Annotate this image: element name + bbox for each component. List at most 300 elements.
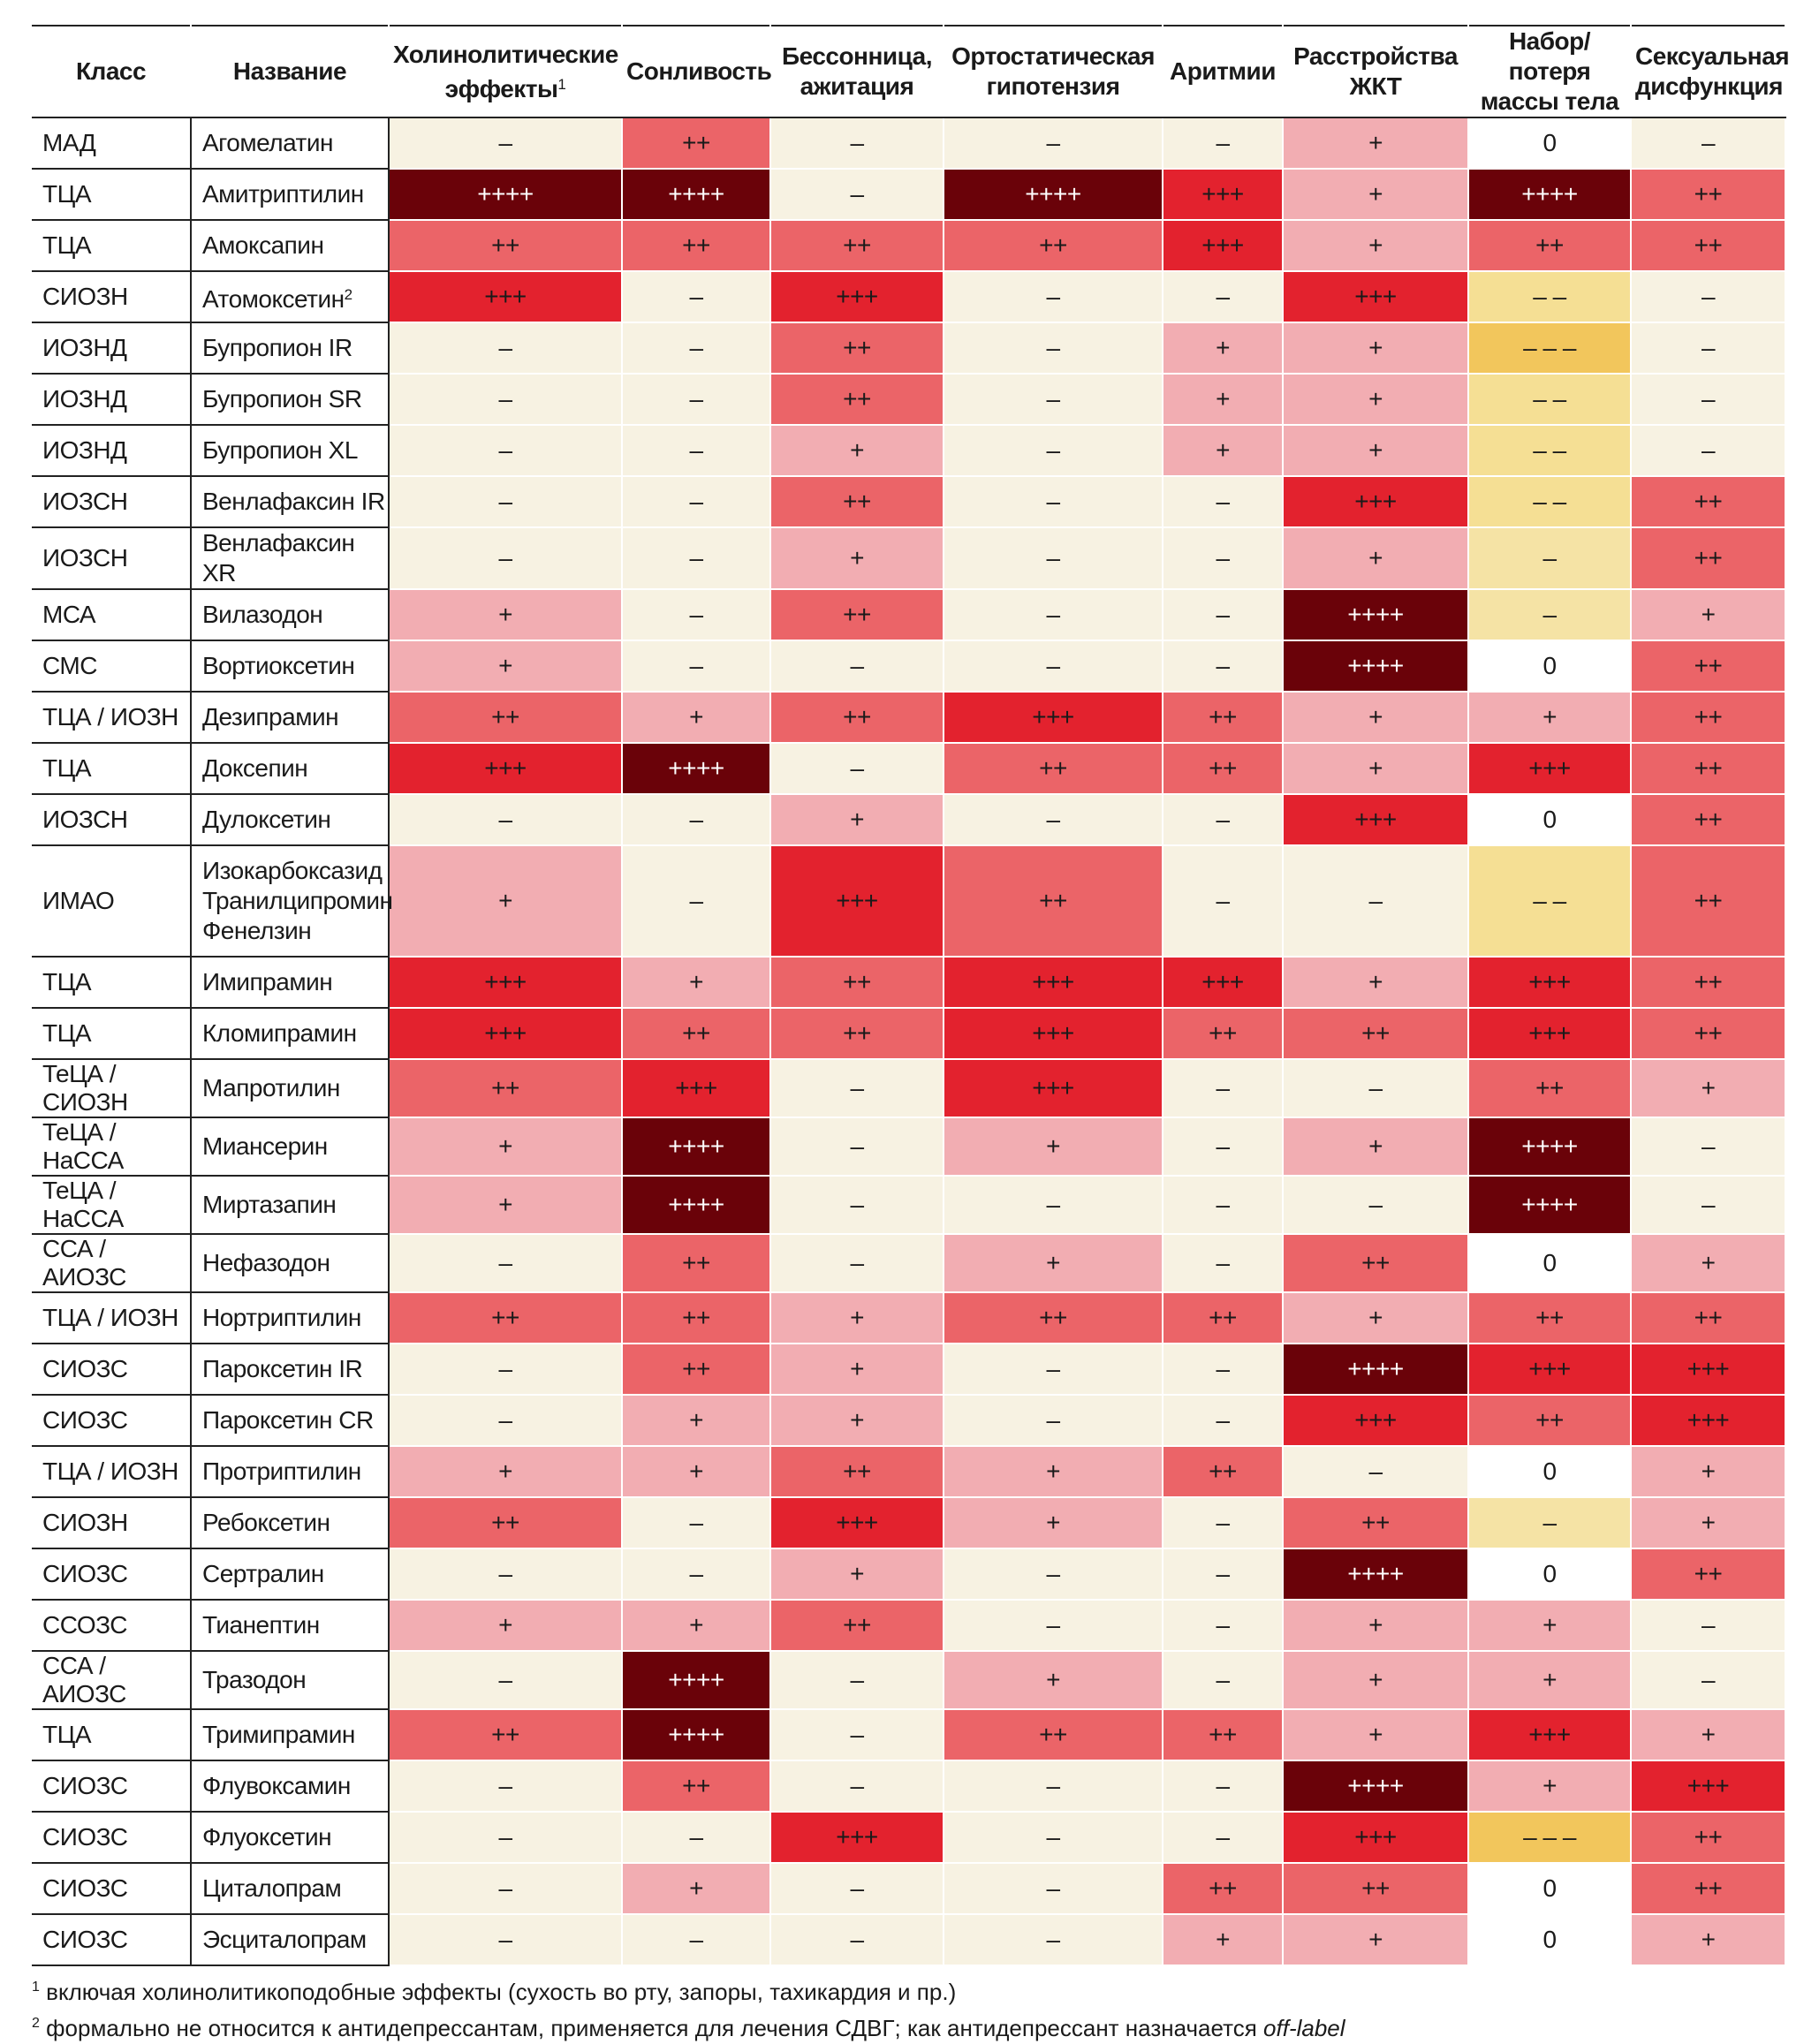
table-row	[32, 794, 1785, 845]
rating-cell: 0	[1468, 1446, 1631, 1497]
drug-name-text: Миансерин	[202, 1132, 328, 1160]
rating-cell: ++	[1631, 1548, 1785, 1600]
rating-cell: ++++	[622, 743, 770, 794]
rating-cell: +	[1283, 322, 1468, 374]
rating-cell: ++	[770, 220, 944, 271]
drug-class-cell: ИОЗНД	[32, 425, 191, 476]
drug-name-cell	[191, 374, 389, 425]
footnote-2-mark: 2	[32, 2016, 40, 2031]
rating-cell: –	[1163, 476, 1283, 527]
rating-cell: ++	[389, 1292, 622, 1344]
rating-cell: –	[389, 425, 622, 476]
drug-name-cell	[191, 1234, 389, 1292]
rating-cell: ++	[1631, 220, 1785, 271]
drug-name	[202, 600, 388, 630]
rating-cell: –	[622, 845, 770, 957]
drug-name-cell	[191, 271, 389, 322]
drug-name-text: Миртазапин	[202, 1191, 337, 1218]
table-row	[32, 1234, 1785, 1292]
drug-name	[202, 1665, 388, 1695]
rating-cell: –	[770, 1234, 944, 1292]
rating-cell: ++	[389, 1059, 622, 1117]
rating-cell: +++	[1468, 1709, 1631, 1760]
table-row	[32, 1548, 1785, 1600]
rating-cell: +	[770, 1344, 944, 1395]
rating-cell: ++++	[622, 169, 770, 220]
rating-cell: –	[389, 476, 622, 527]
rating-cell: +	[1283, 1292, 1468, 1344]
rating-cell: –	[1163, 1497, 1283, 1548]
rating-cell: +	[1631, 1446, 1785, 1497]
rating-cell: +	[1468, 1651, 1631, 1709]
rating-cell: –	[770, 1059, 944, 1117]
rating-cell: –	[1163, 1651, 1283, 1709]
rating-cell: +	[1283, 220, 1468, 271]
rating-cell: –	[944, 794, 1163, 845]
rating-cell: –	[944, 271, 1163, 322]
rating-cell: –	[944, 1176, 1163, 1234]
footnote-2	[32, 2008, 1345, 2044]
column-header-label: Ортостатическая гипотензия	[951, 42, 1155, 100]
rating-cell: –	[770, 1863, 944, 1914]
rating-cell: –	[1631, 1600, 1785, 1651]
drug-class-cell: ТЦА	[32, 1008, 191, 1059]
rating-cell: –	[622, 1548, 770, 1600]
rating-cell: ++	[1631, 1292, 1785, 1344]
rating-cell: ++	[1283, 1863, 1468, 1914]
drug-name	[202, 128, 388, 158]
table-row	[32, 1651, 1785, 1709]
drug-name-text: Доксепин	[202, 754, 308, 782]
rating-cell: 0	[1468, 1863, 1631, 1914]
rating-cell: –	[1163, 1059, 1283, 1117]
drug-name-text: Флувоксамин	[202, 1772, 351, 1799]
rating-cell: –	[944, 117, 1163, 169]
rating-cell: –	[1631, 1176, 1785, 1234]
rating-cell: –	[770, 1117, 944, 1176]
footnote-mark: 1	[557, 75, 566, 93]
rating-cell: +	[1283, 374, 1468, 425]
rating-cell: +	[1163, 322, 1283, 374]
drug-name-cell	[191, 1548, 389, 1600]
rating-cell: ++	[1631, 692, 1785, 743]
rating-cell: –	[944, 1760, 1163, 1812]
rating-cell: ++	[1283, 1008, 1468, 1059]
rating-cell: +	[1631, 589, 1785, 640]
rating-cell: –	[944, 527, 1163, 589]
drug-class-cell: СИОЗС	[32, 1760, 191, 1812]
drug-class-cell: ИОЗНД	[32, 322, 191, 374]
rating-cell: –	[944, 322, 1163, 374]
column-header	[622, 26, 770, 117]
rating-cell: –	[944, 1395, 1163, 1446]
rating-cell: +	[1163, 374, 1283, 425]
drug-class-cell: ССА / АИОЗС	[32, 1651, 191, 1709]
rating-cell: +	[389, 845, 622, 957]
table-row	[32, 1059, 1785, 1117]
rating-cell: –	[622, 589, 770, 640]
drug-name-text: Амоксапин	[202, 231, 324, 259]
rating-cell: +++	[944, 1008, 1163, 1059]
rating-cell: +	[770, 1395, 944, 1446]
rating-cell: ++	[1163, 743, 1283, 794]
drug-name-text: Тримипрамин	[202, 1721, 355, 1748]
rating-cell: –	[1163, 794, 1283, 845]
rating-cell: 0	[1468, 117, 1631, 169]
rating-cell: ++	[1631, 957, 1785, 1008]
table-row	[32, 743, 1785, 794]
drug-name-cell	[191, 845, 393, 957]
drug-class-cell: ТЦА	[32, 957, 191, 1008]
rating-cell: –	[944, 1600, 1163, 1651]
rating-cell: +	[1468, 692, 1631, 743]
rating-cell: ++	[770, 322, 944, 374]
rating-cell: ++	[1283, 1234, 1468, 1292]
rating-cell: 0	[1468, 794, 1631, 845]
drug-name-text: Сертралин	[202, 1560, 324, 1587]
column-header	[1163, 26, 1283, 117]
rating-cell: ++	[622, 1292, 770, 1344]
table-row	[32, 1497, 1785, 1548]
drug-name-cell	[191, 743, 389, 794]
drug-name-text: Кломипрамин	[202, 1019, 357, 1047]
footnotes	[32, 1972, 1345, 2044]
table-row	[32, 425, 1785, 476]
drug-class-cell: СМС	[32, 640, 191, 692]
rating-cell: –	[1631, 425, 1785, 476]
drug-class-cell: СИОЗС	[32, 1863, 191, 1914]
rating-cell: –	[389, 1863, 622, 1914]
rating-cell: +	[1283, 527, 1468, 589]
footnote-mark: 2	[344, 285, 352, 303]
rating-cell: ++	[1163, 1446, 1283, 1497]
rating-cell: –	[389, 322, 622, 374]
drug-name	[202, 1132, 388, 1162]
drug-name	[202, 1248, 388, 1278]
table-row	[32, 1600, 1785, 1651]
table-body	[32, 117, 1785, 1965]
rating-cell: –	[1631, 1117, 1785, 1176]
drug-name	[202, 1354, 388, 1384]
drug-name	[202, 1559, 388, 1589]
rating-cell: +++	[770, 271, 944, 322]
rating-cell: ++	[1631, 640, 1785, 692]
rating-cell: +	[944, 1651, 1163, 1709]
drug-name-text: Флуоксетин	[202, 1823, 332, 1851]
rating-cell: –	[944, 1548, 1163, 1600]
drug-name-text: Тразодон	[202, 1666, 307, 1693]
column-header-label: Сексуальная дисфункция	[1635, 42, 1790, 100]
rating-cell: ++	[770, 1600, 944, 1651]
rating-cell: –	[770, 640, 944, 692]
rating-cell: +++	[1631, 1395, 1785, 1446]
drug-name-cell	[191, 1117, 389, 1176]
rating-cell: ++	[944, 1709, 1163, 1760]
column-header-label: Набор/потеря массы тела	[1480, 27, 1619, 115]
rating-cell: ++++	[1283, 1760, 1468, 1812]
drug-name-cell	[191, 640, 389, 692]
rating-cell: –	[1163, 117, 1283, 169]
rating-cell: +++	[389, 1008, 622, 1059]
rating-cell: ++++	[1283, 640, 1468, 692]
rating-cell: –	[1163, 1812, 1283, 1863]
rating-cell: –	[770, 1651, 944, 1709]
table-row	[32, 271, 1785, 322]
drug-name-cell	[191, 957, 389, 1008]
rating-cell: +	[622, 1446, 770, 1497]
rating-cell: –	[622, 1497, 770, 1548]
drug-name-cell	[191, 1176, 389, 1234]
rating-cell: +	[944, 1117, 1163, 1176]
column-header	[1468, 26, 1631, 117]
footnote-1-mark: 1	[32, 1980, 40, 1995]
rating-cell: ++	[1468, 1395, 1631, 1446]
rating-cell: ++	[1631, 1008, 1785, 1059]
table-row	[32, 1812, 1785, 1863]
table-row	[32, 476, 1785, 527]
rating-cell: –	[622, 374, 770, 425]
drug-name	[202, 1822, 388, 1852]
column-header	[191, 26, 389, 117]
footnote-1	[32, 1972, 1345, 2008]
rating-cell: –	[1631, 117, 1785, 169]
rating-cell: ++	[622, 117, 770, 169]
rating-cell: ++	[770, 476, 944, 527]
drug-name	[202, 487, 388, 517]
drug-name-text: Бупропион XL	[202, 436, 358, 464]
rating-cell: –	[389, 1760, 622, 1812]
rating-cell: –	[389, 1651, 622, 1709]
rating-cell: –	[770, 1760, 944, 1812]
rating-cell: +++	[389, 957, 622, 1008]
rating-cell: ++	[1163, 1008, 1283, 1059]
rating-cell: ++++	[1283, 589, 1468, 640]
rating-cell: +	[1283, 692, 1468, 743]
rating-cell: +++	[1468, 957, 1631, 1008]
rating-cell: +	[1283, 1651, 1468, 1709]
rating-cell: – –	[1468, 845, 1631, 957]
column-header-label: Аритмии	[1170, 57, 1276, 85]
drug-name-cell	[191, 589, 389, 640]
rating-cell: +++	[1468, 1008, 1631, 1059]
drug-name	[202, 333, 388, 363]
rating-cell: ++	[1163, 1863, 1283, 1914]
table-row	[32, 220, 1785, 271]
rating-cell: ++	[1163, 1292, 1283, 1344]
drug-name-text: Протриптилин	[202, 1457, 361, 1485]
column-header-label: Название	[232, 57, 347, 85]
rating-cell: –	[1631, 322, 1785, 374]
rating-cell: +++	[622, 1059, 770, 1117]
rating-cell: – – –	[1468, 322, 1631, 374]
drug-name	[202, 231, 388, 261]
rating-cell: – –	[1468, 425, 1631, 476]
table-row	[32, 1760, 1785, 1812]
drug-name-text: Циталопрам	[202, 1874, 342, 1902]
drug-name-cell	[191, 476, 389, 527]
rating-cell: ++	[770, 957, 944, 1008]
rating-cell: ++	[622, 1008, 770, 1059]
rating-cell: +++	[1163, 169, 1283, 220]
rating-cell: +	[1468, 1600, 1631, 1651]
rating-cell: +	[770, 527, 944, 589]
rating-cell: –	[389, 794, 622, 845]
rating-cell: –	[1283, 845, 1468, 957]
drug-class-cell: ТеЦА / НаССА	[32, 1117, 191, 1176]
rating-cell: +++	[1283, 1812, 1468, 1863]
rating-cell: +	[1283, 169, 1468, 220]
rating-cell: +	[389, 1446, 622, 1497]
drug-class-cell: СИОЗН	[32, 1497, 191, 1548]
rating-cell: –	[1163, 1344, 1283, 1395]
rating-cell: –	[389, 1812, 622, 1863]
rating-cell: ++	[770, 1008, 944, 1059]
rating-cell: –	[770, 1914, 944, 1965]
drug-class-cell: СИОЗС	[32, 1914, 191, 1965]
rating-cell: –	[1163, 1395, 1283, 1446]
rating-cell: +	[622, 1600, 770, 1651]
side-effects-table	[32, 25, 1790, 1966]
rating-cell: ++	[1631, 527, 1785, 589]
rating-cell: –	[622, 322, 770, 374]
rating-cell: +	[1283, 1709, 1468, 1760]
rating-cell: ++	[770, 374, 944, 425]
drug-name	[202, 1073, 388, 1103]
rating-cell: –	[1163, 1176, 1283, 1234]
column-header-label: Сонливость	[626, 57, 772, 85]
rating-cell: –	[1631, 271, 1785, 322]
rating-cell: +	[770, 425, 944, 476]
drug-class-cell: ИМАО	[32, 845, 191, 957]
rating-cell: ++++	[1468, 1176, 1631, 1234]
drug-name-text: Транилципромин	[202, 887, 393, 914]
rating-cell: –	[1468, 527, 1631, 589]
drug-name-cell	[191, 1497, 389, 1548]
drug-name-cell	[191, 1709, 389, 1760]
rating-cell: +++	[1283, 794, 1468, 845]
drug-name-cell	[191, 1600, 389, 1651]
rating-cell: ++++	[622, 1117, 770, 1176]
rating-cell: ++	[1163, 692, 1283, 743]
rating-cell: –	[1163, 845, 1283, 957]
table-row	[32, 1863, 1785, 1914]
drug-name-cell	[191, 117, 389, 169]
rating-cell: 0	[1468, 1548, 1631, 1600]
rating-cell: 0	[1468, 1914, 1631, 1965]
footnote-2-italic: off-label	[1263, 2015, 1345, 2041]
rating-cell: –	[1163, 640, 1283, 692]
rating-cell: ++	[622, 1760, 770, 1812]
rating-cell: –	[389, 374, 622, 425]
rating-cell: +++	[1283, 476, 1468, 527]
drug-name-cell	[191, 1395, 389, 1446]
drug-name-cell	[191, 425, 389, 476]
rating-cell: –	[622, 425, 770, 476]
drug-name	[202, 1874, 388, 1904]
drug-name-cell	[191, 1292, 389, 1344]
rating-cell: – – –	[1468, 1812, 1631, 1863]
rating-cell: ++++	[622, 1651, 770, 1709]
rating-cell: –	[1283, 1176, 1468, 1234]
drug-name-text: Эсциталопрам	[202, 1926, 367, 1953]
drug-name-text: Мапротилин	[202, 1074, 340, 1101]
rating-cell: ++++	[944, 169, 1163, 220]
rating-cell: ++	[944, 743, 1163, 794]
rating-cell: –	[944, 1344, 1163, 1395]
drug-name-text: Дулоксетин	[202, 806, 331, 833]
rating-cell: +	[944, 1234, 1163, 1292]
rating-cell: +++	[944, 957, 1163, 1008]
table-row	[32, 957, 1785, 1008]
rating-cell: ++++	[1468, 169, 1631, 220]
drug-name	[202, 1018, 388, 1048]
rating-cell: ++	[1631, 1863, 1785, 1914]
rating-cell: –	[389, 1914, 622, 1965]
rating-cell: +	[1283, 425, 1468, 476]
column-header	[1283, 26, 1468, 117]
rating-cell: +	[622, 1863, 770, 1914]
rating-cell: 0	[1468, 1234, 1631, 1292]
table-row	[32, 117, 1785, 169]
rating-cell: –	[1163, 1117, 1283, 1176]
drug-name-cell	[191, 1344, 389, 1395]
drug-class-cell: ИОЗСН	[32, 794, 191, 845]
rating-cell: ++	[944, 1292, 1163, 1344]
rating-cell: –	[622, 271, 770, 322]
drug-name	[202, 967, 388, 997]
rating-cell: +	[389, 1600, 622, 1651]
drug-class-cell: ТЦА	[32, 220, 191, 271]
rating-cell: –	[1468, 1497, 1631, 1548]
rating-cell: +	[622, 957, 770, 1008]
rating-cell: +	[1631, 1059, 1785, 1117]
drug-name-text: Пароксетин CR	[202, 1406, 374, 1434]
rating-cell: +	[1283, 1600, 1468, 1651]
rating-cell: +++	[1163, 957, 1283, 1008]
drug-name-text: Нортриптилин	[202, 1304, 361, 1331]
rating-cell: +	[1283, 743, 1468, 794]
drug-name	[202, 1720, 388, 1750]
drug-class-cell: ТЦА	[32, 169, 191, 220]
rating-cell: +	[389, 640, 622, 692]
drug-name-cell	[191, 1914, 389, 1965]
drug-name-text: Агомелатин	[202, 129, 333, 156]
drug-class-cell: МАД	[32, 117, 191, 169]
drug-name-text: Атомоксетин	[202, 284, 345, 313]
rating-cell: ++++	[389, 169, 622, 220]
rating-cell: +++	[389, 743, 622, 794]
drug-name-cell	[191, 322, 389, 374]
drug-class-cell: СИОЗС	[32, 1548, 191, 1600]
rating-cell: – –	[1468, 476, 1631, 527]
drug-name-cell	[191, 1651, 389, 1709]
rating-cell: +	[1468, 1760, 1631, 1812]
rating-cell: –	[770, 1709, 944, 1760]
rating-cell: –	[622, 527, 770, 589]
drug-class-cell: МСА	[32, 589, 191, 640]
table-header-row	[32, 26, 1785, 117]
drug-name-cell	[191, 692, 389, 743]
drug-class-cell: СИОЗС	[32, 1812, 191, 1863]
rating-cell: ++	[1631, 476, 1785, 527]
rating-cell: –	[944, 476, 1163, 527]
rating-cell: +	[1631, 1234, 1785, 1292]
rating-cell: –	[622, 1812, 770, 1863]
rating-cell: +	[622, 1395, 770, 1446]
column-header-label: Расстройства ЖКТ	[1293, 42, 1458, 100]
drug-name	[202, 1457, 388, 1487]
rating-cell: ++	[389, 220, 622, 271]
